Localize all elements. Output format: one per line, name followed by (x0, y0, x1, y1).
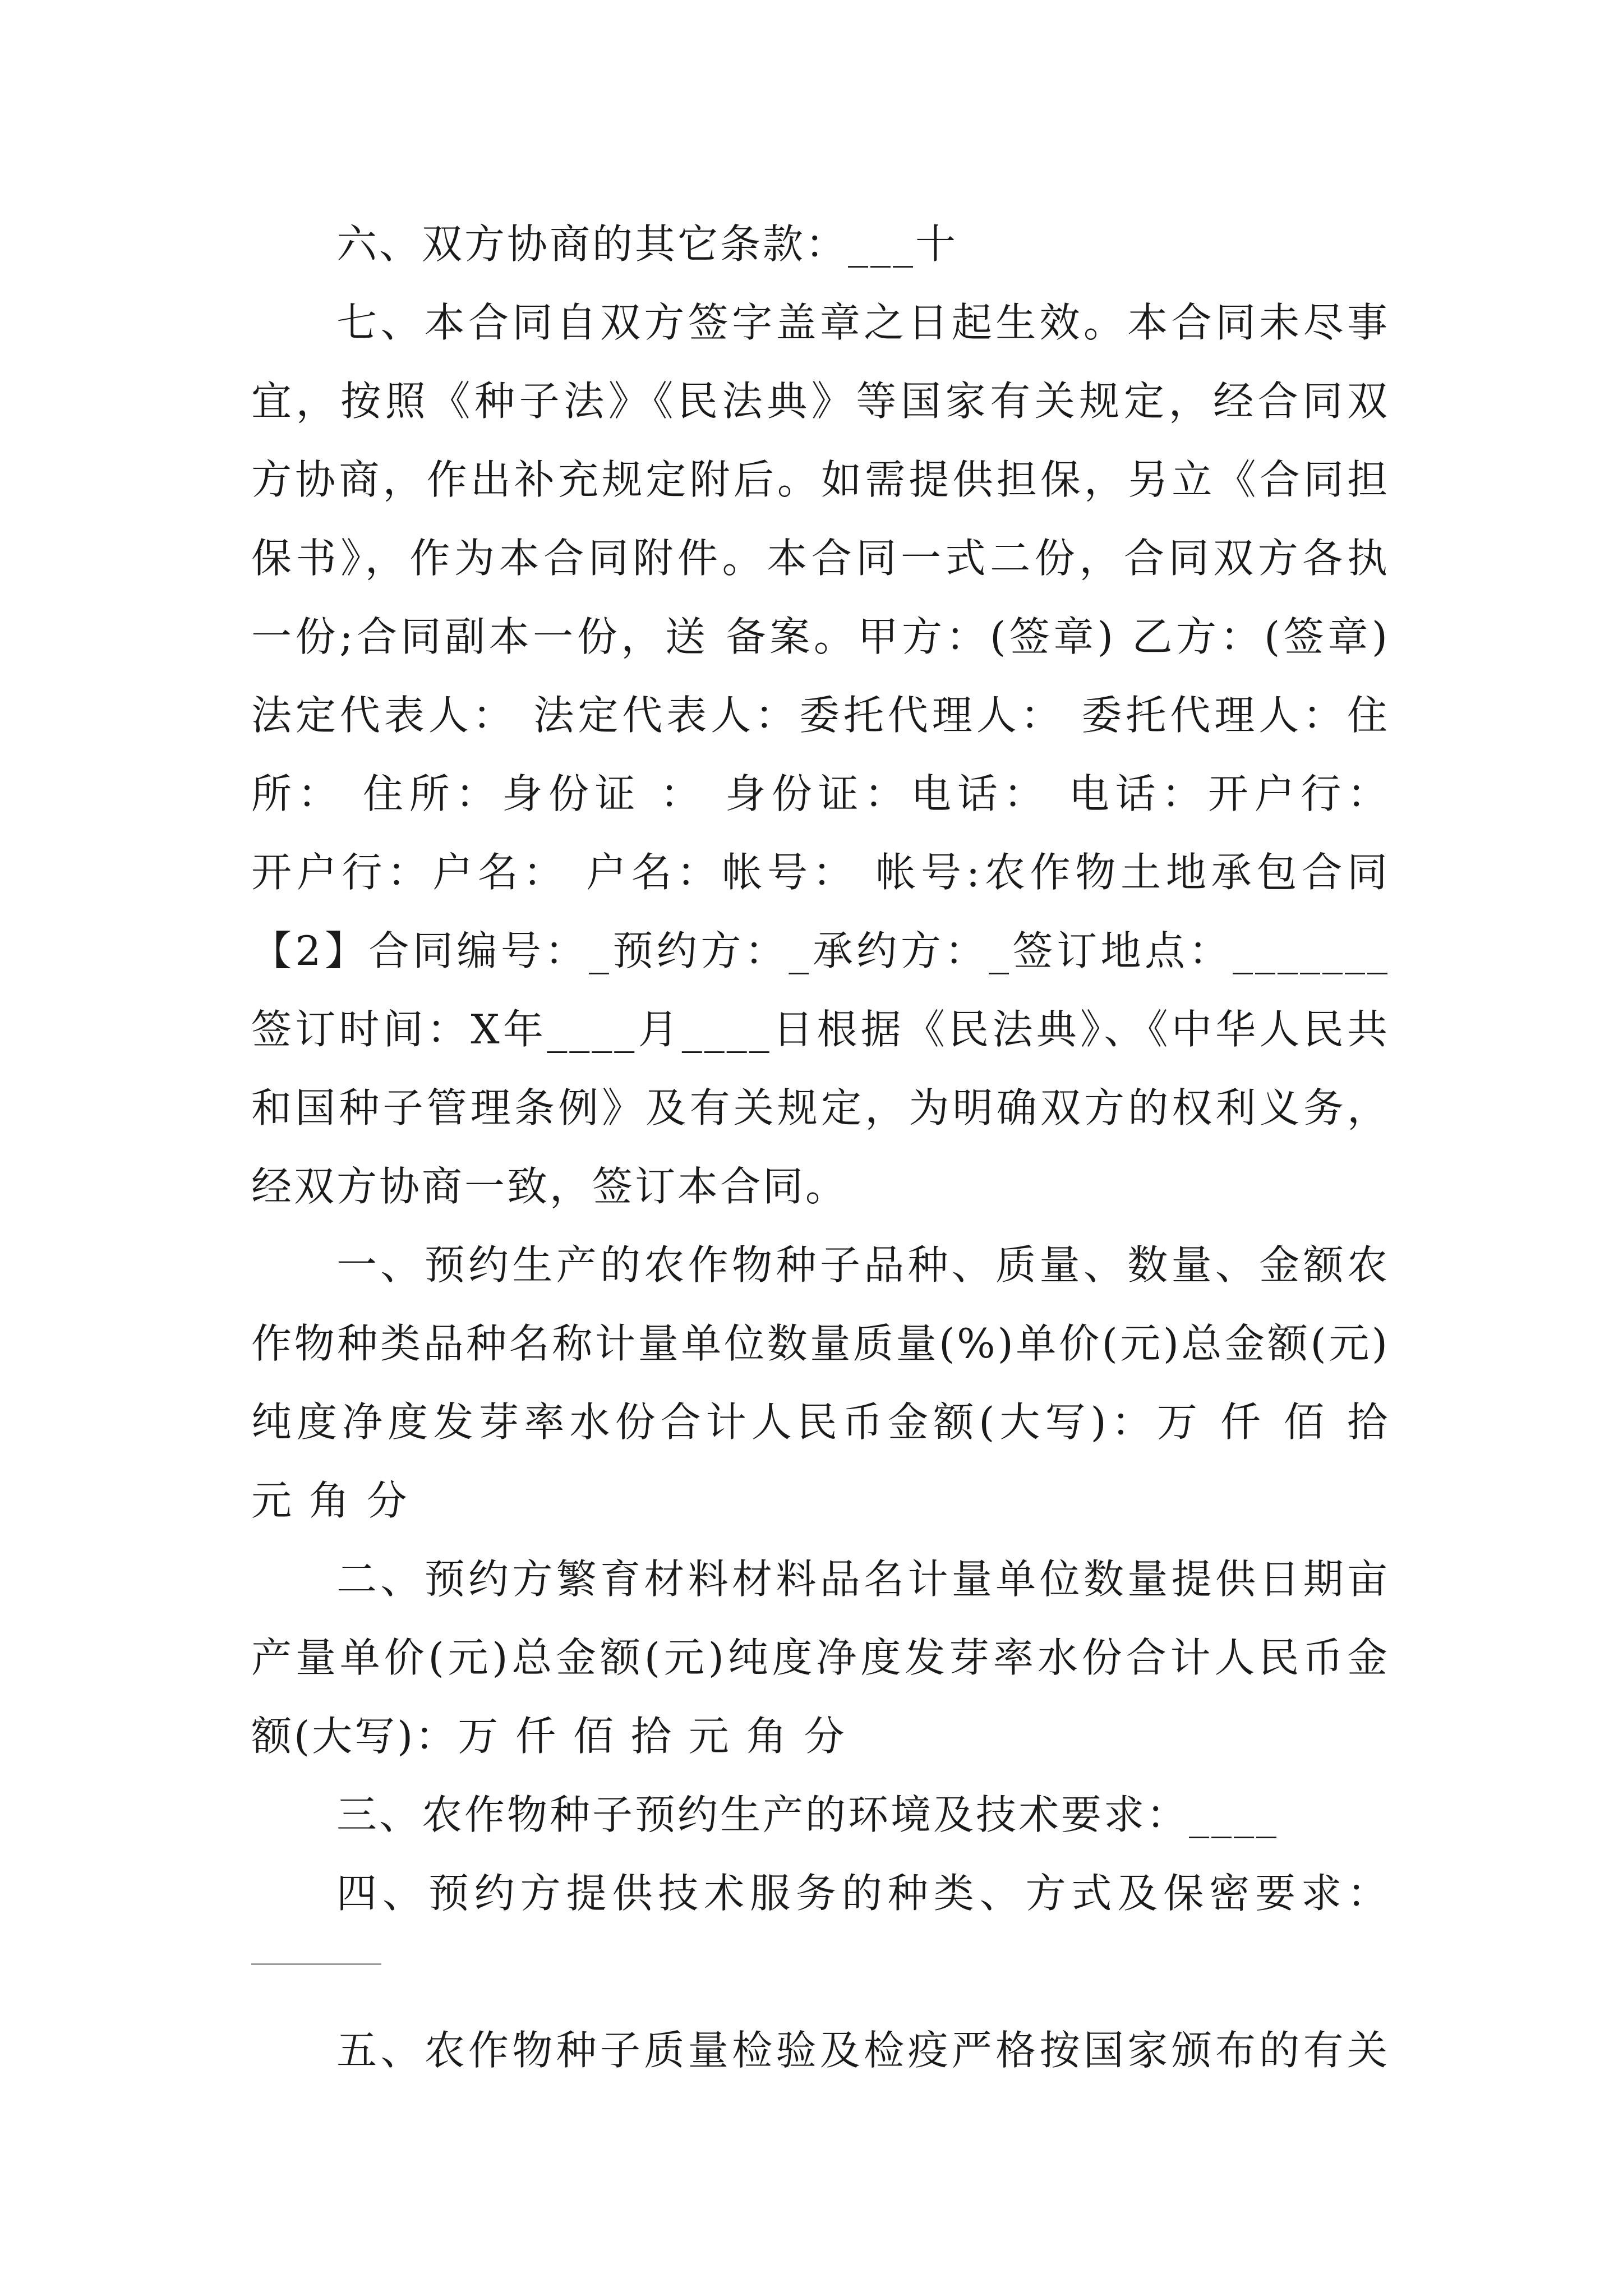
section-2-line-3: 额(大写)：万 仟 佰 拾 元 角 分 (251, 1713, 847, 1760)
section-1-line-1: 一、预约生产的农作物种子品种、质量、数量、金额农 (336, 1241, 1390, 1289)
contract-2-header-line-3: 和国种子管理条例》及有关规定，为明确双方的权利义务， (251, 1084, 1390, 1131)
signature-line-3: 开户行：户名： 户名：帐号： 帐号:农作物土地承包合同 (251, 849, 1390, 896)
section-5-line: 五、农作物种子质量检验及检疫严格按国家颁布的有关 (336, 2027, 1390, 2074)
section-2-line-2: 产量单价(元)总金额(元)纯度净度发芽率水份合计人民币金 (251, 1634, 1390, 1681)
contract-2-header-line-4: 经双方协商一致，签订本合同。 (251, 1163, 849, 1210)
contract-2-header-line-1: 【2】合同编号：_预约方：_承约方：_签订地点：_______ (251, 927, 1390, 974)
signature-line-2: 所： 住所：身份证 ： 身份证：电话： 电话：开户行： (251, 770, 1390, 817)
contract-2-header-line-2: 签订时间：X年____月____日根据《民法典》、《中华人民共 (251, 1006, 1390, 1053)
blank-underline (251, 1963, 381, 1965)
section-3-line: 三、农作物种子预约生产的环境及技术要求：____ (336, 1791, 1279, 1838)
clause-7-line-1: 七、本合同自双方签字盖章之日起生效。本合同未尽事 (336, 299, 1390, 346)
signature-line-1: 法定代表人： 法定代表人：委托代理人： 委托代理人：住 (251, 692, 1390, 739)
section-4-line: 四、预约方提供技术服务的种类、方式及保密要求： (336, 1870, 1390, 1917)
clause-7-line-3: 方协商，作出补充规定附后。如需提供担保，另立《合同担 (251, 456, 1390, 503)
section-1-line-4: 元 角 分 (251, 1477, 409, 1524)
clause-7-line-2: 宜，按照《种子法》《民法典》等国家有关规定，经合同双 (251, 378, 1390, 425)
section-1-line-2: 作物种类品种名称计量单位数量质量(%)单价(元)总金额(元) (251, 1320, 1390, 1367)
section-1-line-3: 纯度净度发芽率水份合计人民币金额(大写)：万 仟 佰 拾 (251, 1398, 1390, 1446)
clause-7-line-5: 一份;合同副本一份，送 备案。甲方：(签章) 乙方：(签章) (251, 613, 1390, 660)
clause-6-line: 六、双方协商的其它条款：___十 (336, 220, 958, 268)
section-2-line-1: 二、预约方繁育材料材料品名计量单位数量提供日期亩 (336, 1556, 1390, 1603)
clause-7-line-4: 保书》，作为本合同附件。本合同一式二份，合同双方各执 (251, 535, 1390, 582)
